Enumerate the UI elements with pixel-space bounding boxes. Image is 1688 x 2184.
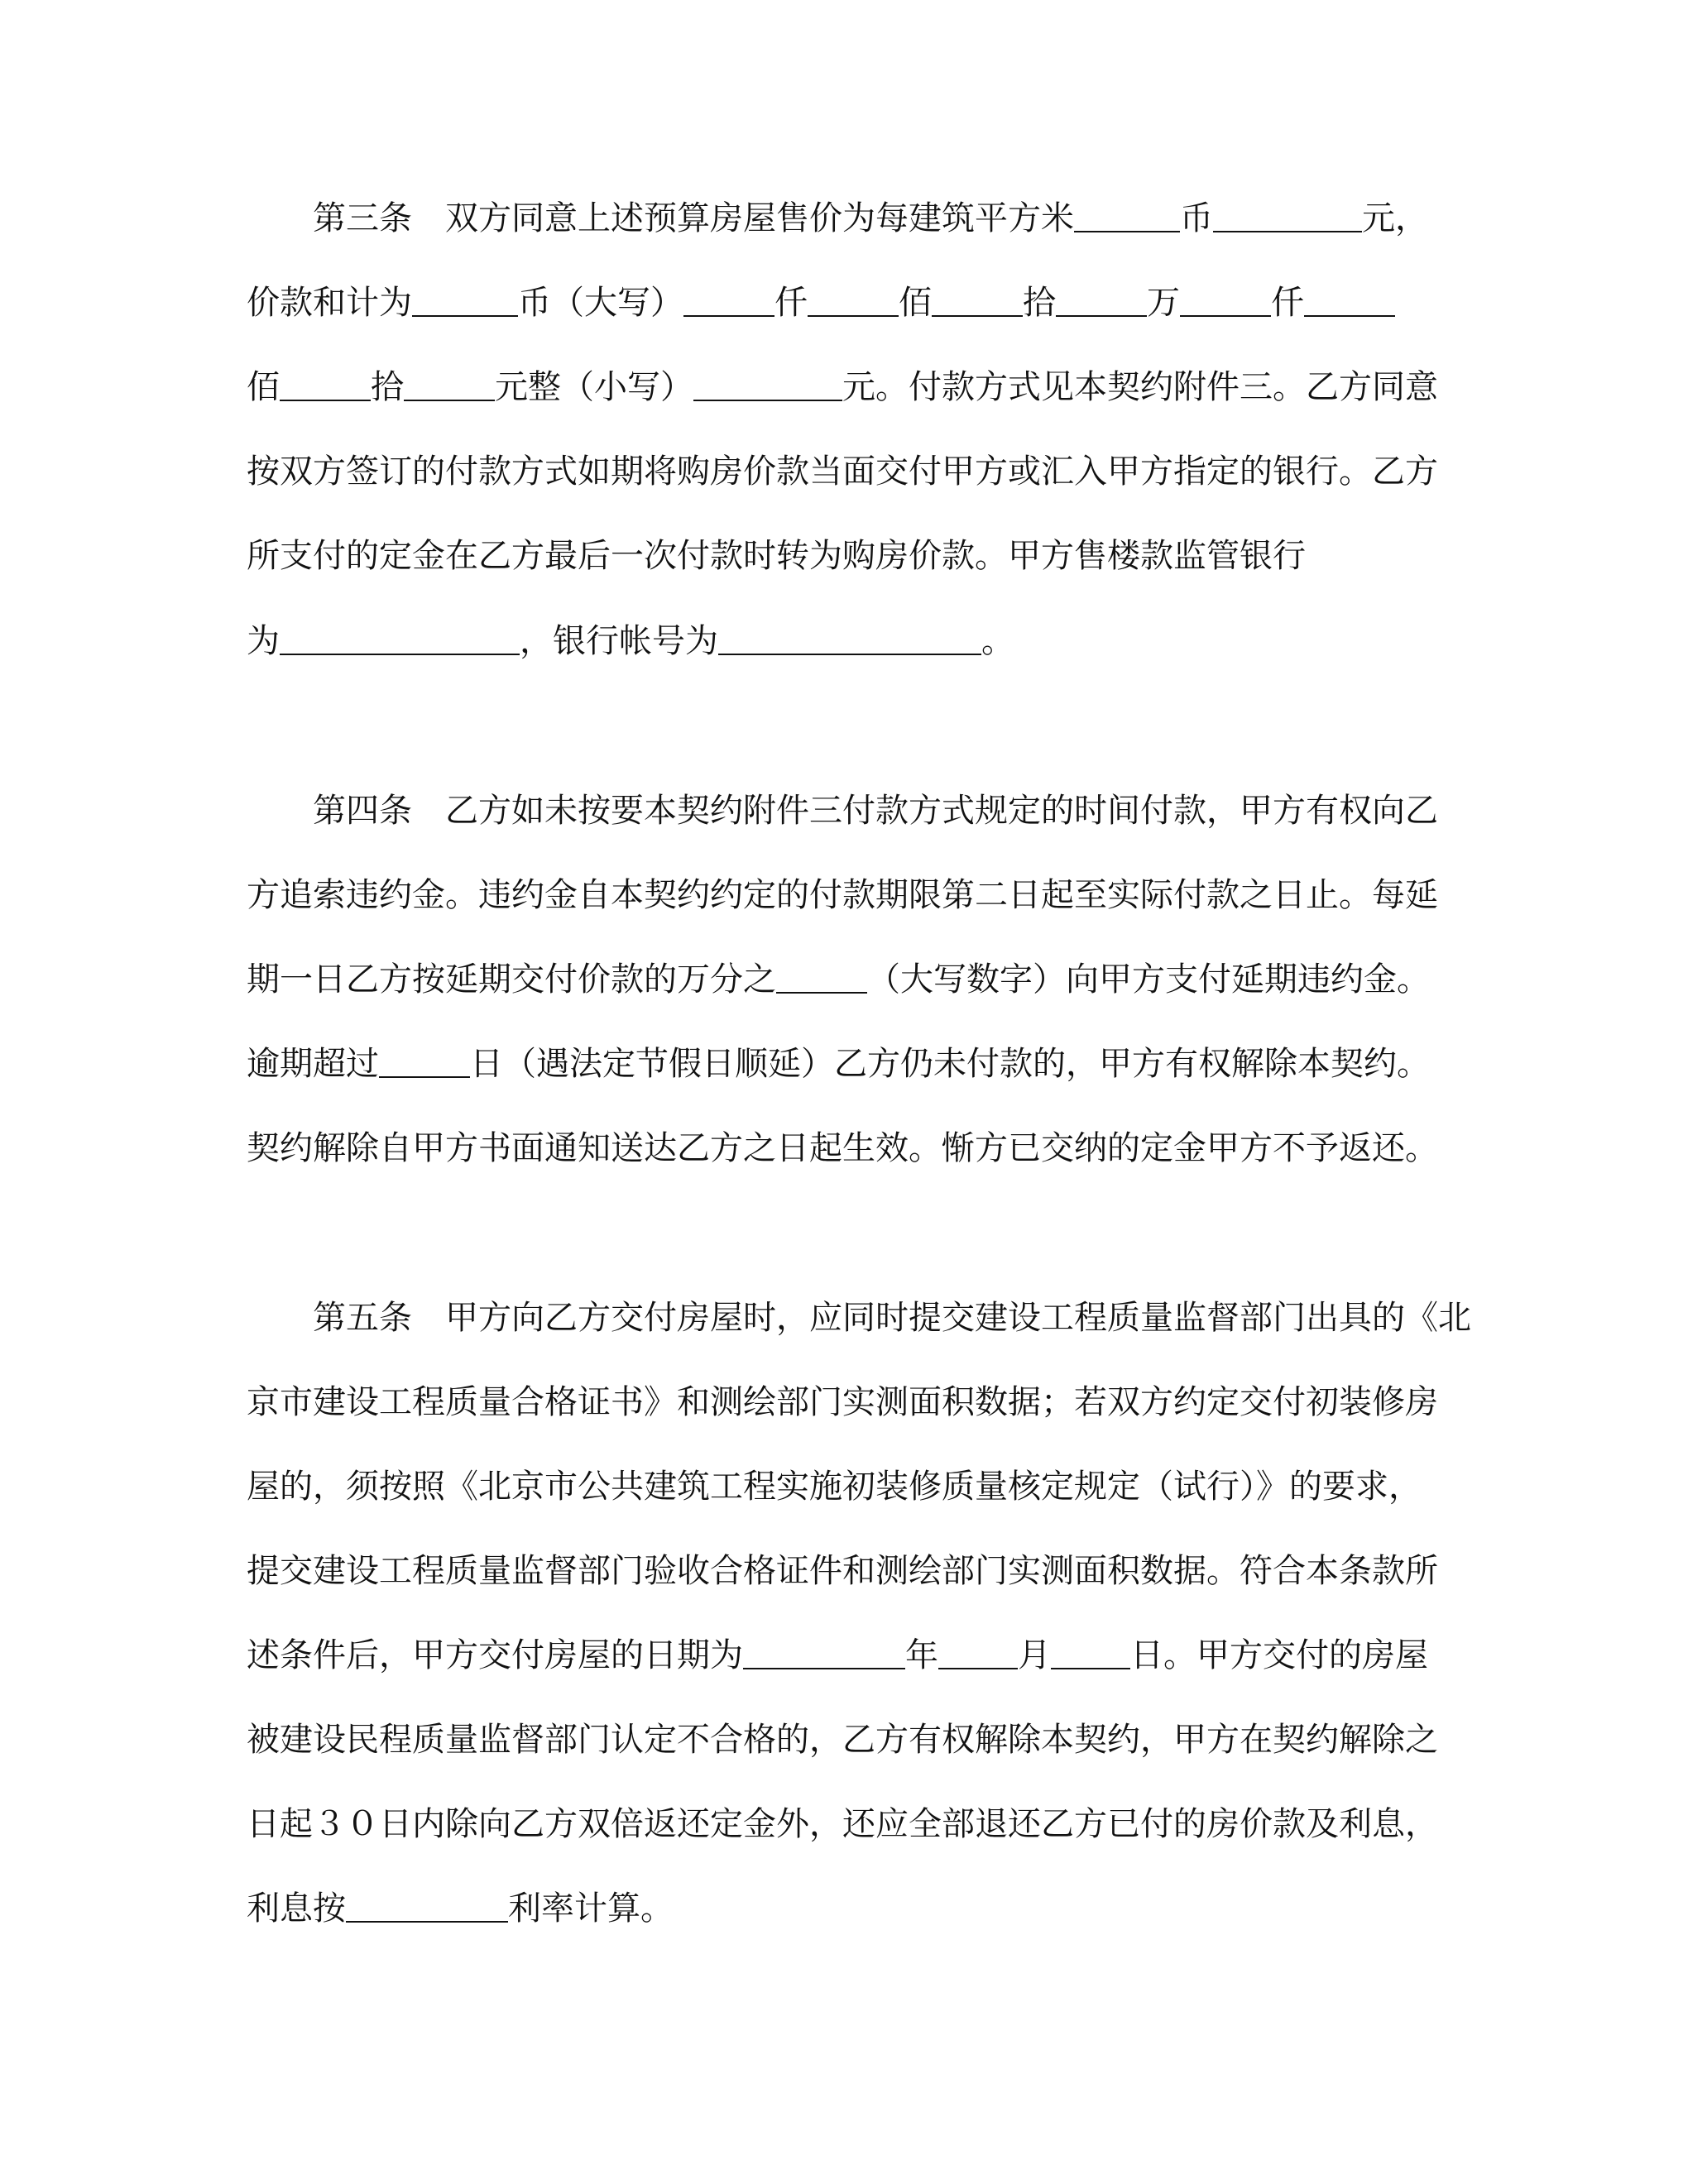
delivery-day-blank[interactable]	[1051, 1638, 1130, 1669]
amount-blank[interactable]	[1180, 285, 1271, 317]
overdue-days-blank[interactable]	[379, 1046, 470, 1078]
article5-line1: 第五条 甲方向乙方交付房屋时，应同时提交建设工程质量监督部门出具的《北	[313, 1299, 1471, 1337]
article3-line1: 第三条 双方同意上述预算房屋售价为每建筑平方米 币 元，	[313, 199, 1428, 237]
article5-line4: 提交建设工程质量监督部门验收合格证件和测绘部门实测面积数据。符合本条款所	[247, 1552, 1438, 1590]
total-currency-blank[interactable]	[412, 285, 518, 317]
article5-line5: 述条件后，甲方交付房屋的日期为 年 月 日。甲方交付的房屋	[247, 1636, 1428, 1674]
article4-line4: 逾期超过 日（遇法定节假日顺延）乙方仍未付款的，甲方有权解除本契约。	[247, 1045, 1430, 1083]
article4-line3: 期一日乙方按延期交付价款的万分之 （大写数字）向甲方支付延期违约金。	[247, 960, 1430, 999]
amount-blank[interactable]	[1304, 285, 1395, 317]
amount-figures-blank[interactable]	[693, 370, 842, 401]
article5-heading: 第五条	[313, 1299, 412, 1337]
amount-blank[interactable]	[1056, 285, 1147, 317]
article4-line1: 第四条 乙方如未按要本契约附件三付款方式规定的时间付款，甲方有权向乙	[313, 792, 1438, 830]
amount-blank[interactable]	[404, 370, 495, 401]
article3-line5: 所支付的定金在乙方最后一次付款时转为购房价款。甲方售楼款监管银行	[247, 537, 1306, 575]
article3-line3: 佰 拾 元整（小写） 元。付款方式见本契约附件三。乙方同意	[247, 368, 1438, 406]
article5-line6: 被建设民程质量监督部门认定不合格的，乙方有权解除本契约，甲方在契约解除之	[247, 1721, 1438, 1759]
interest-rate-blank[interactable]	[346, 1891, 508, 1923]
article4-heading: 第四条	[313, 792, 412, 830]
article4-line2: 方追索违约金。违约金自本契约约定的付款期限第二日起至实际付款之日止。每延	[247, 876, 1438, 914]
bank-account-blank[interactable]	[718, 624, 981, 655]
delivery-month-blank[interactable]	[938, 1638, 1018, 1669]
supervising-bank-blank[interactable]	[280, 624, 520, 655]
delivery-year-blank[interactable]	[743, 1638, 905, 1669]
article3-line2: 价款和计为 币（大写） 仟 佰 拾 万 仟	[247, 282, 1438, 323]
amount-blank[interactable]	[683, 285, 774, 317]
penalty-rate-blank[interactable]	[776, 962, 867, 994]
amount-blank[interactable]	[932, 285, 1023, 317]
article3-line6: 为 ，银行帐号为 。	[247, 622, 1014, 660]
article5-line2: 京市建设工程质量合格证书》和测绘部门实测面积数据；若双方约定交付初装修房	[247, 1383, 1438, 1421]
amount-blank[interactable]	[808, 285, 899, 317]
article3-line4: 按双方签订的付款方式如期将购房价款当面交付甲方或汇入甲方指定的银行。乙方	[247, 453, 1438, 491]
article4-line5: 契约解除自甲方书面通知送达乙方之日起生效。惭方已交纳的定金甲方不予返还。	[247, 1129, 1438, 1167]
price-currency-blank[interactable]	[1074, 201, 1180, 232]
article5-line7: 日起３０日内除向乙方双倍返还定金外，还应全部退还乙方已付的房价款及利息，	[247, 1805, 1438, 1843]
amount-blank[interactable]	[280, 370, 371, 401]
article5-line8: 利息按 利率计算。	[247, 1889, 674, 1928]
article5-line3: 屋的，须按照《北京市公共建筑工程实施初装修质量核定规定（试行）》的要求，	[247, 1468, 1422, 1506]
article3-heading: 第三条	[313, 199, 412, 237]
price-per-sqm-blank[interactable]	[1213, 201, 1362, 232]
